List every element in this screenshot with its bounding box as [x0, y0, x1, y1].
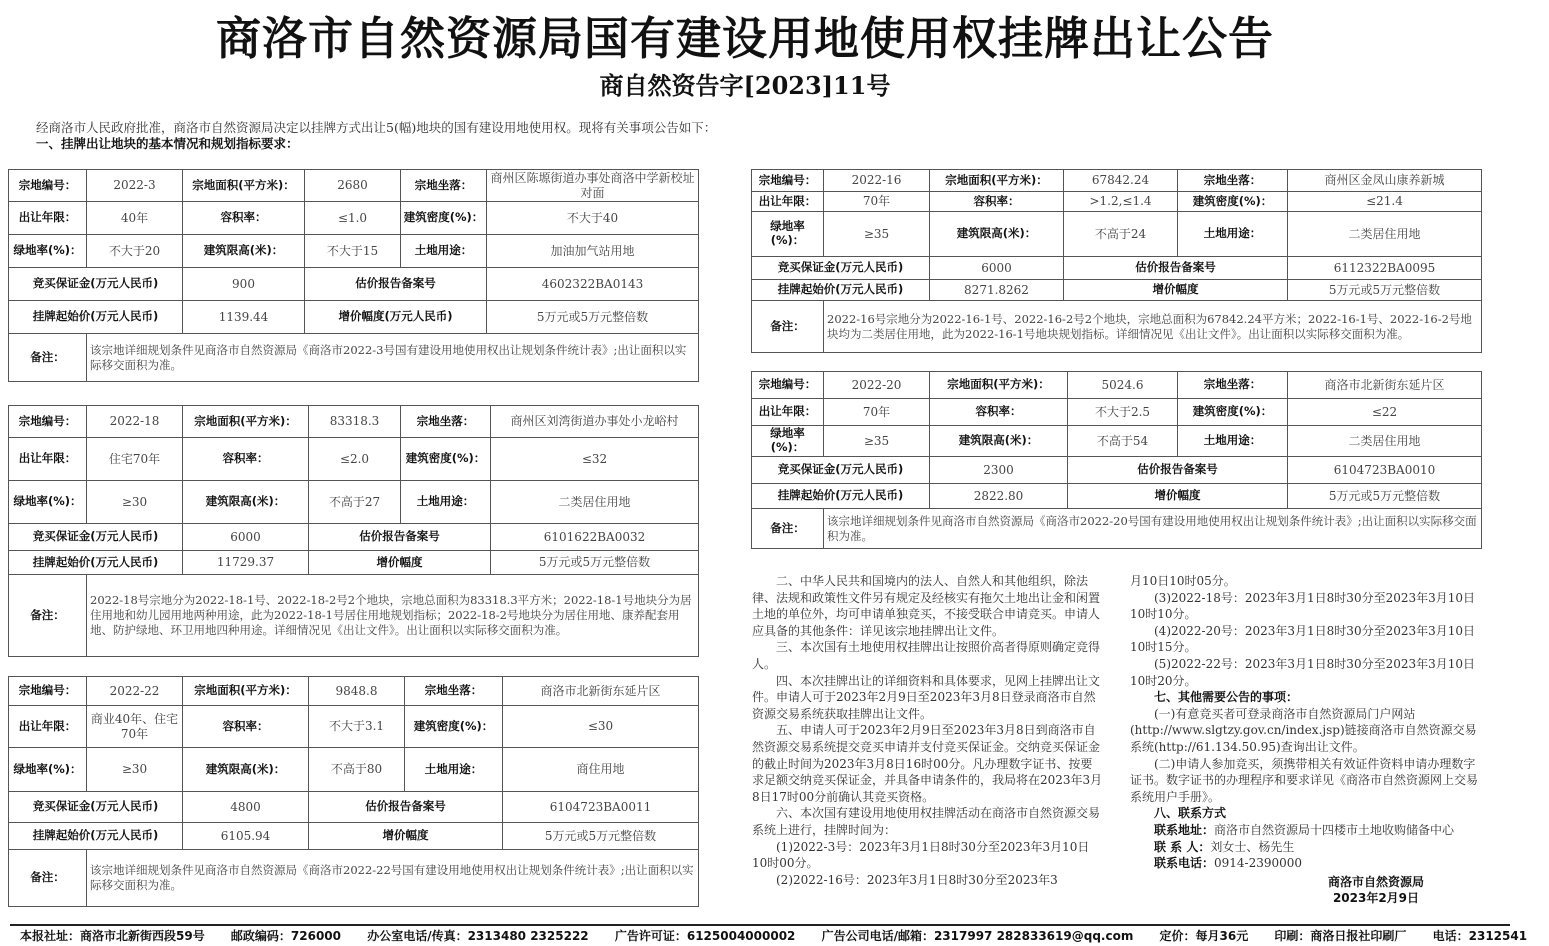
label-deposit: 竞买保证金(万元人民币) [752, 457, 930, 484]
label-height: 建筑限高(米)： [183, 481, 309, 524]
footer-office-phone: 办公室电话/传真：2313480 2325222 [367, 929, 589, 943]
label-appraisal: 估价报告备案号 [309, 792, 503, 823]
label-note: 备注： [752, 301, 824, 353]
label-deposit: 竞买保证金(万元人民币) [9, 524, 183, 551]
label-term: 出让年限： [9, 202, 87, 235]
plot-green: ≥35 [824, 426, 930, 457]
label-term: 出让年限： [752, 399, 824, 426]
plot-term: 商业40年、住宅70年 [87, 706, 183, 748]
label-increment: 增价幅度 [309, 551, 491, 575]
plot-note: 该宗地详细规划条件见商洛市自然资源局《商洛市2022-20号国有建设用地使用权出让规划条件统计表》;出让面积以实际移交面积为准。 [824, 509, 1482, 549]
footer-divider [10, 924, 1510, 926]
plot-term: 40年 [87, 202, 183, 235]
plot-location: 商洛市北新街东延片区 [1288, 372, 1482, 399]
section-1-heading: 一、挂牌出让地块的基本情况和规划指标要求： [36, 136, 299, 151]
label-green: 绿地率(%)： [752, 212, 824, 257]
label-use: 土地用途： [1178, 426, 1288, 457]
label-height: 建筑限高(米)： [930, 426, 1068, 457]
label-far: 容积率： [183, 706, 309, 748]
label-density: 建筑密度(%)： [405, 706, 503, 748]
plot-code: 2022-18 [87, 406, 183, 438]
plot-density: ≤32 [491, 438, 699, 481]
plot-area: 2680 [305, 170, 401, 202]
label-far: 容积率： [183, 202, 305, 235]
plot-note: 该宗地详细规划条件见商洛市自然资源局《商洛市2022-3号国有建设用地使用权出让规划条件统计表》;出让面积以实际移交面积为准。 [87, 334, 699, 382]
label-term: 出让年限： [9, 706, 87, 748]
plot-table-2022-16 [751, 169, 1482, 353]
label-area: 宗地面积(平方米)： [183, 677, 309, 706]
plot-note: 2022-16号宗地分为2022-16-1号、2022-16-2号2个地块，宗地总面积为67842.24平方米；2022-16-1号、2022-16-2号地块均为二类居住用地，此为2022-16-1号地块规划指标。详细情况见《出让文件》。出让面积以实际移交面积为准。 [824, 301, 1482, 353]
body-column-right [1130, 573, 1482, 907]
plot-table-2022-3 [8, 169, 699, 382]
label-code: 宗地编号： [9, 677, 87, 706]
label-deposit: 竞买保证金(万元人民币) [752, 257, 930, 280]
schedule-item: (5)2022-22号：2023年3月1日8时30分至2023年3月10日10时20分。 [1130, 656, 1476, 688]
plot-table-2022-22 [8, 676, 699, 907]
label-location: 宗地坐落： [401, 170, 487, 202]
contact-person [1130, 839, 1482, 856]
label-term: 出让年限： [9, 438, 87, 481]
document-number: 商自然资告字[2023]11号 [599, 71, 891, 100]
label-appraisal: 估价报告备案号 [1064, 257, 1288, 280]
plot-appraisal: 6112322BA0095 [1288, 257, 1482, 280]
plot-start-price: 11729.37 [183, 551, 309, 575]
plot-area: 83318.3 [309, 406, 401, 438]
label-deposit: 竞买保证金(万元人民币) [9, 268, 183, 301]
signature-date: 2023年2月9日 [1332, 891, 1420, 906]
label-increment: 增价幅度 [1064, 280, 1288, 301]
plot-location: 商州区刘湾街道办事处小龙峪村 [491, 406, 699, 438]
plot-location: 商洛市北新街东延片区 [503, 677, 699, 706]
plot-far: ≤1.0 [305, 202, 401, 235]
label-start-price: 挂牌起始价(万元人民币) [752, 280, 930, 301]
label-code: 宗地编号： [9, 170, 87, 202]
footer-address: 本报社址：商洛市北新街西段59号 [20, 929, 205, 943]
label-far: 容积率： [930, 399, 1068, 426]
signature-org: 商洛市自然资源局 [1327, 874, 1424, 889]
plot-code: 2022-22 [87, 677, 183, 706]
section-4-paragraph: 四、本次挂牌出让的详细资料和具体要求，见网上挂牌出让文件。申请人可于2023年2月9日至2023年3月8日登录商洛市自然资源交易系统获取挂牌出让文件。 [752, 673, 1101, 721]
section-8-heading: 八、联系方式 [1154, 806, 1227, 821]
label-green: 绿地率(%)： [9, 481, 87, 524]
plot-location: 商州区金凤山康养新城 [1288, 170, 1482, 192]
label-appraisal: 估价报告备案号 [309, 524, 491, 551]
plot-increment: 5万元或5万元整倍数 [487, 301, 699, 334]
schedule-item: (1)2022-3号：2023年3月1日8时30分至2023年3月10日10时00分。 [752, 839, 1090, 871]
schedule-item-continued: 月10日10时05分。 [1130, 574, 1236, 588]
plot-green: ≥35 [824, 212, 930, 257]
plot-height: 不高于80 [309, 748, 405, 792]
plot-area: 9848.8 [309, 677, 405, 706]
plot-term: 住宅70年 [87, 438, 183, 481]
footer-price: 定价：每月36元 [1159, 929, 1249, 943]
label-start-price: 挂牌起始价(万元人民币) [9, 823, 183, 850]
section-5-paragraph: 五、申请人可于2023年2月9日至2023年3月8日到商洛市自然资源交易系统提交竞买申请并支付竞买保证金。交纳竞买保证金的截止时间为2023年3月8日16时00分。凡办理数字证书、按要求足额交纳竞买保证金，并具备申请条件的，我局将在2023年3月8日17时00分前确认其竞买资格。 [752, 723, 1103, 804]
plot-code: 2022-20 [824, 372, 930, 399]
plot-location: 商州区陈塬街道办事处商洛中学新校址对面 [487, 170, 699, 202]
footer-ad-contact: 广告公司电话/邮箱：2317997 282833619@qq.com [821, 929, 1134, 943]
contact-address [1130, 822, 1482, 839]
label-use: 土地用途： [401, 235, 487, 268]
label-location: 宗地坐落： [1178, 372, 1288, 399]
plot-green: 不大于20 [87, 235, 183, 268]
plot-increment: 5万元或5万元整倍数 [1288, 280, 1482, 301]
plot-far: 不大于3.1 [309, 706, 405, 748]
plot-height: 不高于27 [309, 481, 401, 524]
footer-ad-license: 广告许可证：6125004000002 [614, 929, 796, 943]
label-code: 宗地编号： [752, 170, 824, 192]
contact-person-label: 联 系 人： [1154, 839, 1211, 854]
footer-postcode: 邮政编码：726000 [230, 929, 341, 943]
label-far: 容积率： [930, 192, 1064, 212]
plot-density: 不大于40 [487, 202, 699, 235]
contact-phone-label: 联系电话： [1154, 856, 1215, 871]
plot-deposit: 2300 [930, 457, 1068, 484]
contact-phone-value: 0914-2390000 [1214, 856, 1303, 871]
label-density: 建筑密度(%)： [401, 438, 491, 481]
label-density: 建筑密度(%)： [1178, 192, 1288, 212]
label-use: 土地用途： [401, 481, 491, 524]
label-use: 土地用途： [1178, 212, 1288, 257]
label-increment: 增价幅度(万元人民币) [305, 301, 487, 334]
plot-term: 70年 [824, 192, 930, 212]
schedule-item: (3)2022-18号：2023年3月1日8时30分至2023年3月10日10时10分。 [1130, 590, 1476, 622]
label-increment: 增价幅度 [1068, 484, 1288, 509]
section-7-item: (二)申请人参加竞买，须携带相关有效证件资料申请办理数字证书。数字证书的办理程序和要求详见《商洛市自然资源网上交易系统用户手册》。 [1130, 756, 1479, 804]
label-note: 备注： [9, 850, 87, 907]
section-2-paragraph: 二、中华人民共和国境内的法人、自然人和其他组织，除法律、法规和政策性文件另有规定及经核实有拖欠土地出让金和闲置土地的单位外，均可申请单独竞买，不接受联合申请竞买。申请人应具备的其他条件：详见该宗地挂牌出让文件。 [752, 574, 1101, 638]
label-appraisal: 估价报告备案号 [305, 268, 487, 301]
schedule-item: (4)2022-20号：2023年3月1日8时30分至2023年3月10日10时15分。 [1130, 623, 1476, 655]
label-deposit: 竞买保证金(万元人民币) [9, 792, 183, 823]
section-3-paragraph: 三、本次国有土地使用权挂牌出让按照价高者得原则确定竞得人。 [752, 640, 1101, 671]
plot-start-price: 1139.44 [183, 301, 305, 334]
plot-increment: 5万元或5万元整倍数 [503, 823, 699, 850]
section-6-paragraph: 六、本次国有建设用地使用权挂牌活动在商洛市自然资源交易系统上进行，挂牌时间为： [752, 806, 1101, 837]
plot-use: 二类居住用地 [1288, 426, 1482, 457]
plot-increment: 5万元或5万元整倍数 [1288, 484, 1482, 509]
plot-deposit: 6000 [183, 524, 309, 551]
label-area: 宗地面积(平方米)： [930, 170, 1064, 192]
plot-note: 该宗地详细规划条件见商洛市自然资源局《商洛市2022-22号国有建设用地使用权出让规划条件统计表》;出让面积以实际移交面积为准。 [87, 850, 699, 907]
contact-address-value: 商洛市自然资源局十四楼市土地收购储备中心 [1214, 822, 1455, 837]
plot-density: ≤21.4 [1288, 192, 1482, 212]
plot-deposit: 900 [183, 268, 305, 301]
schedule-item: (2)2022-16号：2023年3月1日8时30分至2023年3 [776, 872, 1058, 887]
label-height: 建筑限高(米)： [183, 235, 305, 268]
plot-code: 2022-16 [824, 170, 930, 192]
plot-start-price: 2822.80 [930, 484, 1068, 509]
label-use: 土地用途： [405, 748, 503, 792]
plot-deposit: 4800 [183, 792, 309, 823]
label-location: 宗地坐落： [401, 406, 491, 438]
plot-appraisal: 6104723BA0010 [1288, 457, 1482, 484]
label-start-price: 挂牌起始价(万元人民币) [9, 551, 183, 575]
plot-green: ≥30 [87, 748, 183, 792]
plot-table-2022-20 [751, 371, 1482, 549]
plot-use: 加油加气站用地 [487, 235, 699, 268]
plot-appraisal: 4602322BA0143 [487, 268, 699, 301]
intro-paragraph: 经商洛市人民政府批准，商洛市自然资源局决定以挂牌方式出让5(幅)地块的国有建设用地使用权。现将有关事项公告如下： [36, 120, 717, 135]
label-code: 宗地编号： [752, 372, 824, 399]
plot-density: ≤22 [1288, 399, 1482, 426]
plot-table-2022-18 [8, 405, 699, 657]
body-column-middle [752, 573, 1104, 888]
plot-area: 5024.6 [1068, 372, 1178, 399]
section-7-item: (一)有意竞买者可登录商洛市自然资源局门户网站(http://www.slgtzy.gov.cn/index.jsp)链接商洛市自然资源交易系统(http://61.134.50.95)查询出让文件。 [1130, 706, 1477, 754]
plot-use: 商住用地 [503, 748, 699, 792]
label-appraisal: 估价报告备案号 [1068, 457, 1288, 484]
label-green: 绿地率(%)： [9, 235, 87, 268]
plot-appraisal: 6104723BA0011 [503, 792, 699, 823]
section-7-heading: 七、其他需要公告的事项： [1154, 690, 1299, 705]
label-area: 宗地面积(平方米)： [183, 170, 305, 202]
contact-phone [1130, 855, 1482, 872]
label-green: 绿地率(%)： [9, 748, 87, 792]
newspaper-footer [20, 927, 1549, 944]
label-height: 建筑限高(米)： [930, 212, 1064, 257]
label-code: 宗地编号： [9, 406, 87, 438]
label-height: 建筑限高(米)： [183, 748, 309, 792]
plot-increment: 5万元或5万元整倍数 [491, 551, 699, 575]
plot-appraisal: 6101622BA0032 [491, 524, 699, 551]
label-start-price: 挂牌起始价(万元人民币) [9, 301, 183, 334]
page-title: 商洛市自然资源局国有建设用地使用权挂牌出让公告 [215, 12, 1274, 65]
plot-density: ≤30 [503, 706, 699, 748]
footer-printer: 印刷：商洛日报社印刷厂 [1274, 929, 1407, 943]
plot-use: 二类居住用地 [1288, 212, 1482, 257]
label-term: 出让年限： [752, 192, 824, 212]
plot-note: 2022-18号宗地分为2022-18-1号、2022-18-2号2个地块，宗地总面积为83318.3平方米；2022-18-1号地块分为居住用地和幼儿园用地两种用途，此为2022-18-1号居住用地规划指标；2022-18-2号地块分为居住用地、康养配套用地、防护绿地、环卫用地四种用途。详细情况见《出让文件》。出让面积以实际移交面积为准。 [87, 575, 699, 657]
label-density: 建筑密度(%)： [1178, 399, 1288, 426]
plot-start-price: 6105.94 [183, 823, 309, 850]
label-note: 备注： [752, 509, 824, 549]
contact-person-value: 刘女士、杨先生 [1210, 839, 1295, 854]
plot-far: 不大于2.5 [1068, 399, 1178, 426]
label-location: 宗地坐落： [405, 677, 503, 706]
label-note: 备注： [9, 334, 87, 382]
plot-height: 不大于15 [305, 235, 401, 268]
contact-address-label: 联系地址： [1154, 822, 1215, 837]
plot-green: ≥30 [87, 481, 183, 524]
label-start-price: 挂牌起始价(万元人民币) [752, 484, 930, 509]
label-density: 建筑密度(%)： [401, 202, 487, 235]
plot-far: ≤2.0 [309, 438, 401, 481]
label-location: 宗地坐落： [1178, 170, 1288, 192]
label-green: 绿地率(%)： [752, 426, 824, 457]
plot-height: 不高于54 [1068, 426, 1178, 457]
plot-far: >1.2,≤1.4 [1064, 192, 1178, 212]
plot-start-price: 8271.8262 [930, 280, 1064, 301]
label-far: 容积率： [183, 438, 309, 481]
label-area: 宗地面积(平方米)： [930, 372, 1068, 399]
plot-deposit: 6000 [930, 257, 1064, 280]
plot-area: 67842.24 [1064, 170, 1178, 192]
plot-use: 二类居住用地 [491, 481, 699, 524]
label-note: 备注： [9, 575, 87, 657]
plot-term: 70年 [824, 399, 930, 426]
label-area: 宗地面积(平方米)： [183, 406, 309, 438]
footer-phone: 电话：2312541 [1432, 929, 1528, 943]
plot-height: 不高于24 [1064, 212, 1178, 257]
label-increment: 增价幅度 [309, 823, 503, 850]
plot-code: 2022-3 [87, 170, 183, 202]
